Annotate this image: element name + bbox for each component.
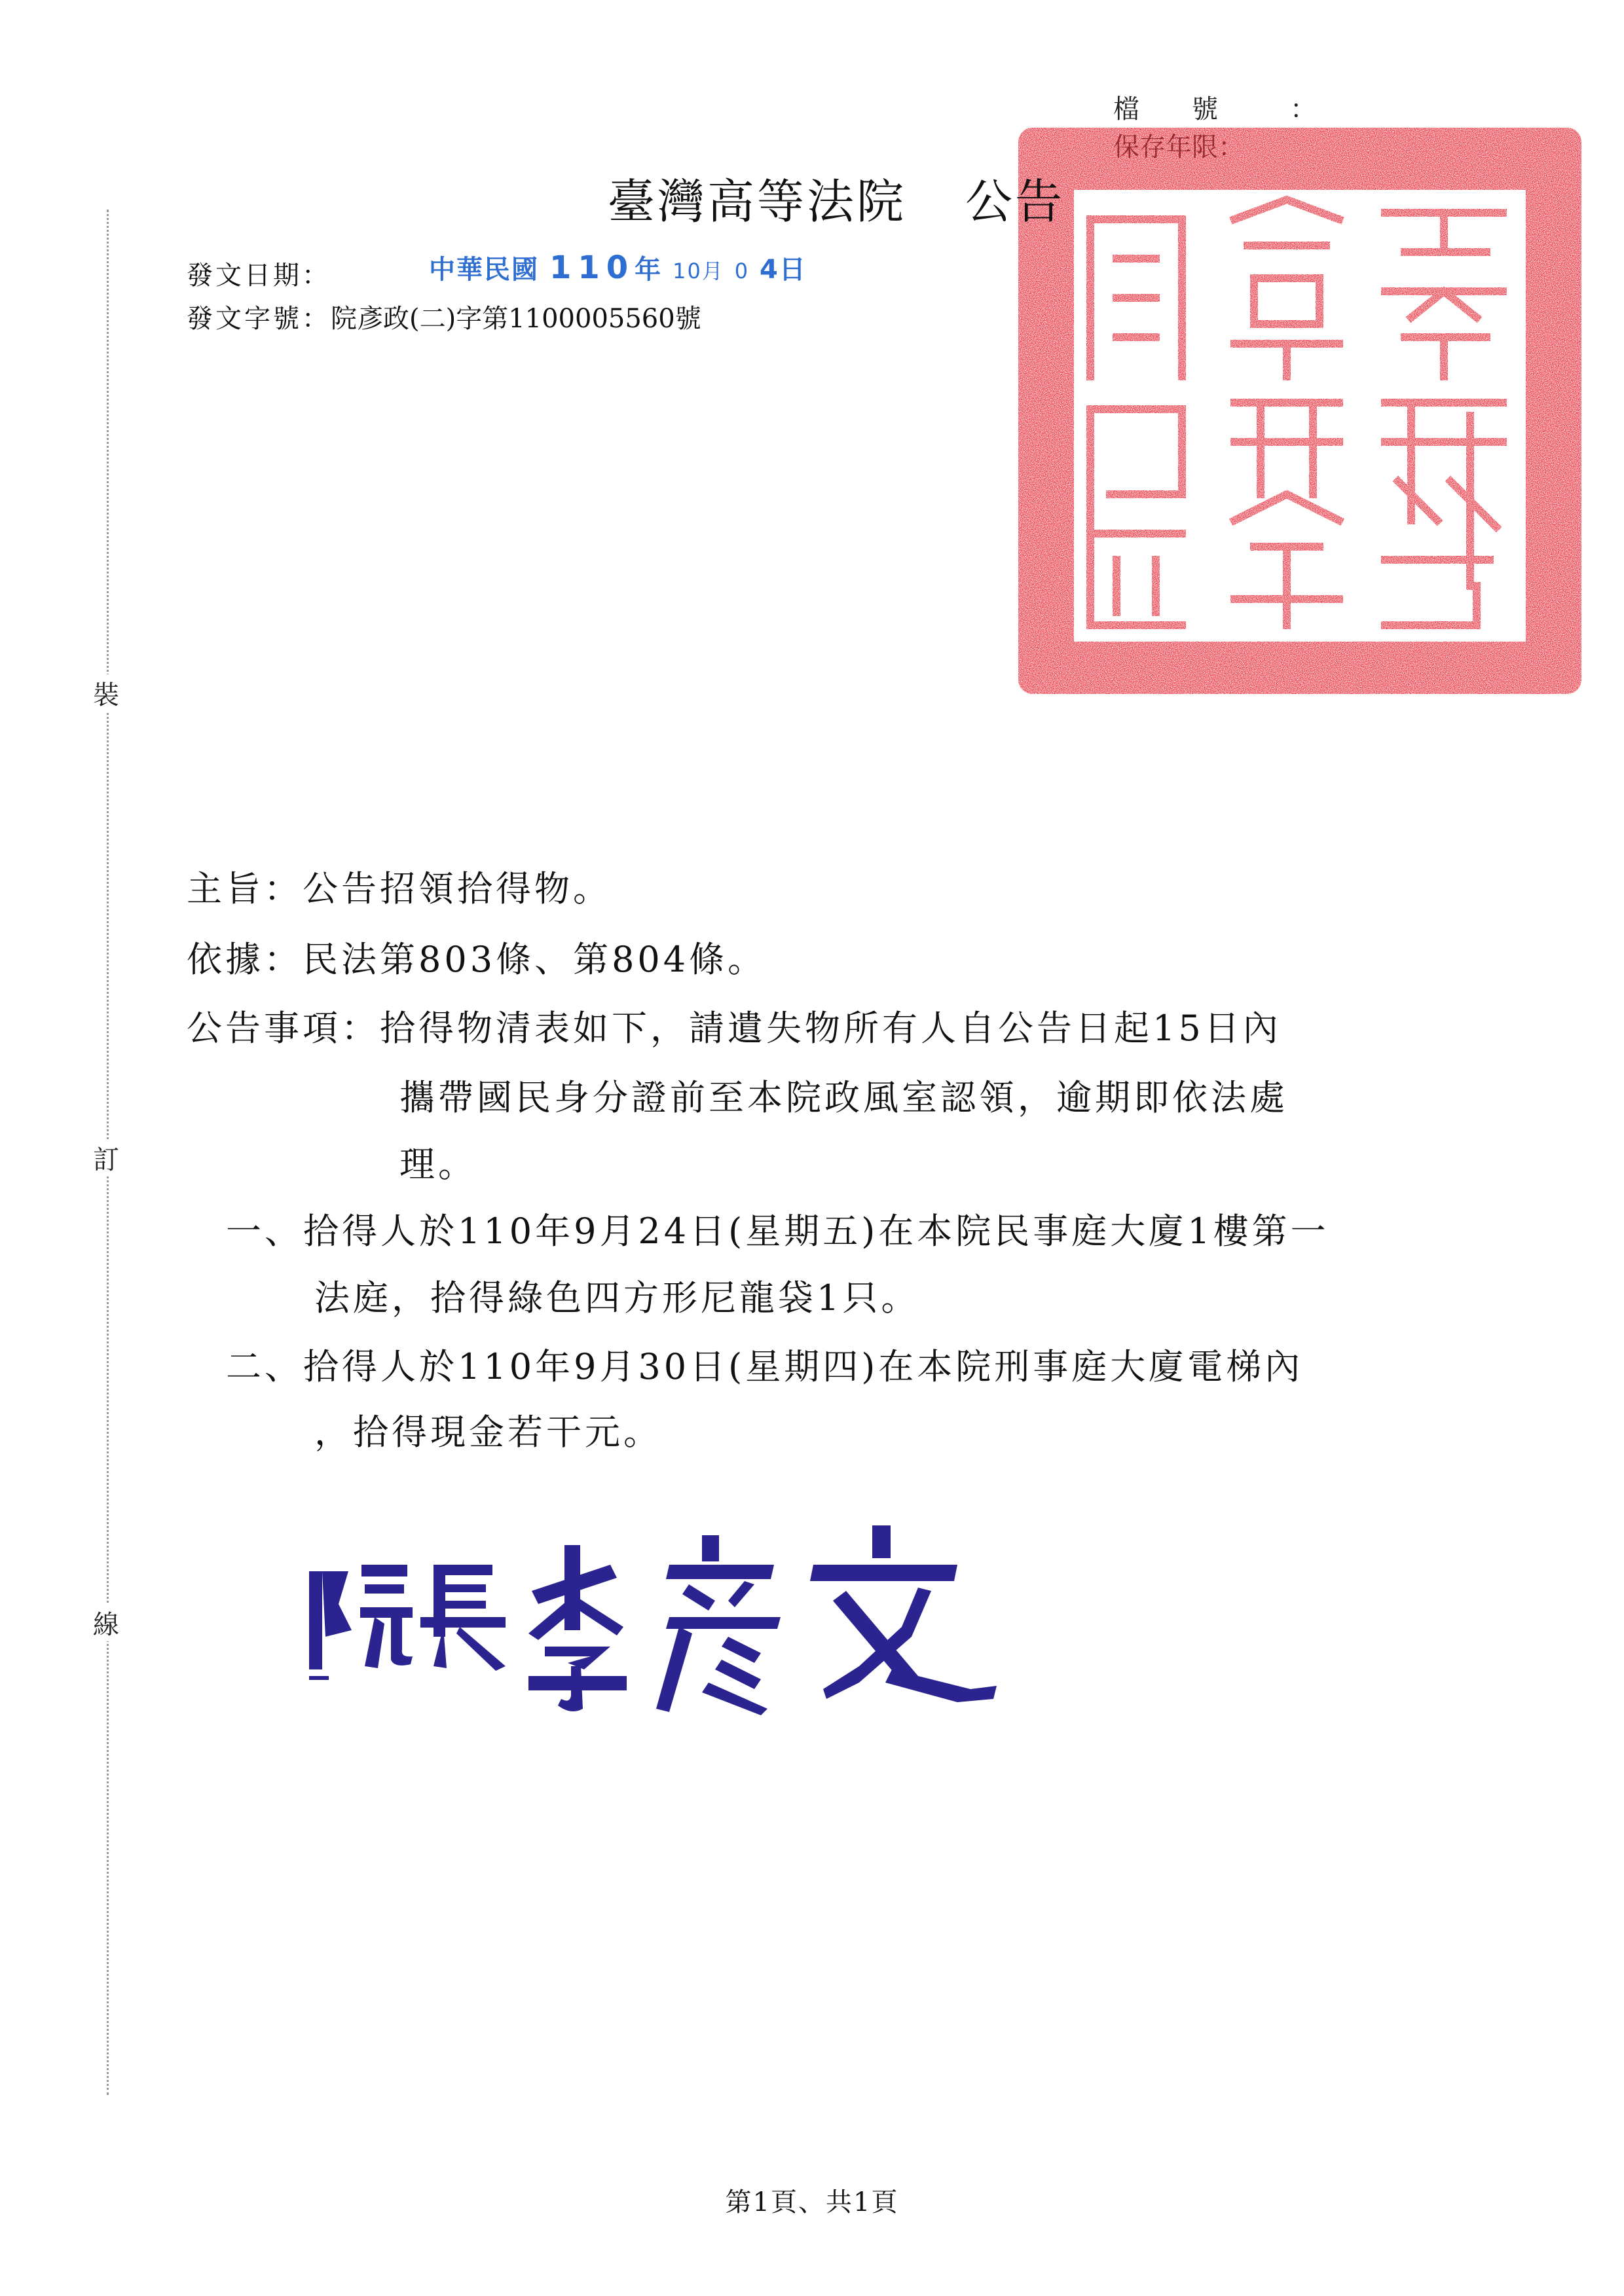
file-number-colon: ： [1290,94,1316,124]
president-signature [303,1519,1010,1715]
date-day: 4日 [760,255,807,285]
issuing-court: 臺灣高等法院 [608,174,907,229]
issue-date-label: 發文日期： [187,261,331,291]
subject-text: 公告招領拾得物。 [303,868,612,909]
binding-mark-zhuang: 裝 [93,674,119,712]
document-type: 公告 [965,174,1065,229]
signature-ink [309,1525,997,1715]
matters-text-1: 拾得物清表如下，請遺失物所有人自公告日起15日內 [380,1008,1282,1049]
matters-line-1 [187,1000,1282,1051]
subject-label: 主旨： [187,868,303,909]
item-1-text-1: 拾得人於110年9月24日(星期五)在本院民事庭大廈1樓第一 [303,1211,1329,1252]
item-1-line-2: 法庭，拾得綠色四方形尼龍袋1只。 [314,1277,920,1319]
item-2-marker: 二、 [226,1346,303,1387]
binding-mark-ding: 訂 [93,1139,119,1176]
matters-label: 公告事項： [187,1008,380,1049]
basis-label: 依據： [187,939,303,980]
file-number-label: 檔號 [1113,94,1270,124]
item-2-text-1: 拾得人於110年9月30日(星期四)在本院刑事庭大廈電梯內 [303,1346,1304,1387]
document-title [608,164,1065,232]
matters-line-3: 理。 [399,1144,477,1185]
issue-date-stamp [429,249,807,286]
basis-line [187,932,766,982]
reference-label: 發文字號： [187,304,331,334]
date-year: 110 [549,249,635,286]
binding-mark-xian: 線 [93,1604,119,1641]
date-year-unit: 年 [635,255,663,285]
page-footer: 第1頁、共1頁 [725,2187,899,2217]
matters-line-2: 攜帶國民身分證前至本院政風室認領，逾期即依法處 [399,1077,1288,1118]
item-1-line-1 [226,1203,1329,1254]
date-day-partial: 0 [734,259,750,283]
reference-row [187,297,701,340]
reference-number: 院彥政(二)字第1100005560號 [331,304,701,334]
official-seal [1018,128,1581,694]
item-1-marker: 一、 [226,1211,303,1252]
item-2-line-2: ，拾得現金若干元。 [314,1412,662,1453]
file-number-row [1113,90,1316,128]
subject-line [187,861,612,911]
date-month: 10月 [673,259,724,283]
item-2-line-1 [226,1339,1303,1389]
basis-text: 民法第803條、第804條。 [303,939,767,980]
date-era: 中華民國 [429,255,539,285]
